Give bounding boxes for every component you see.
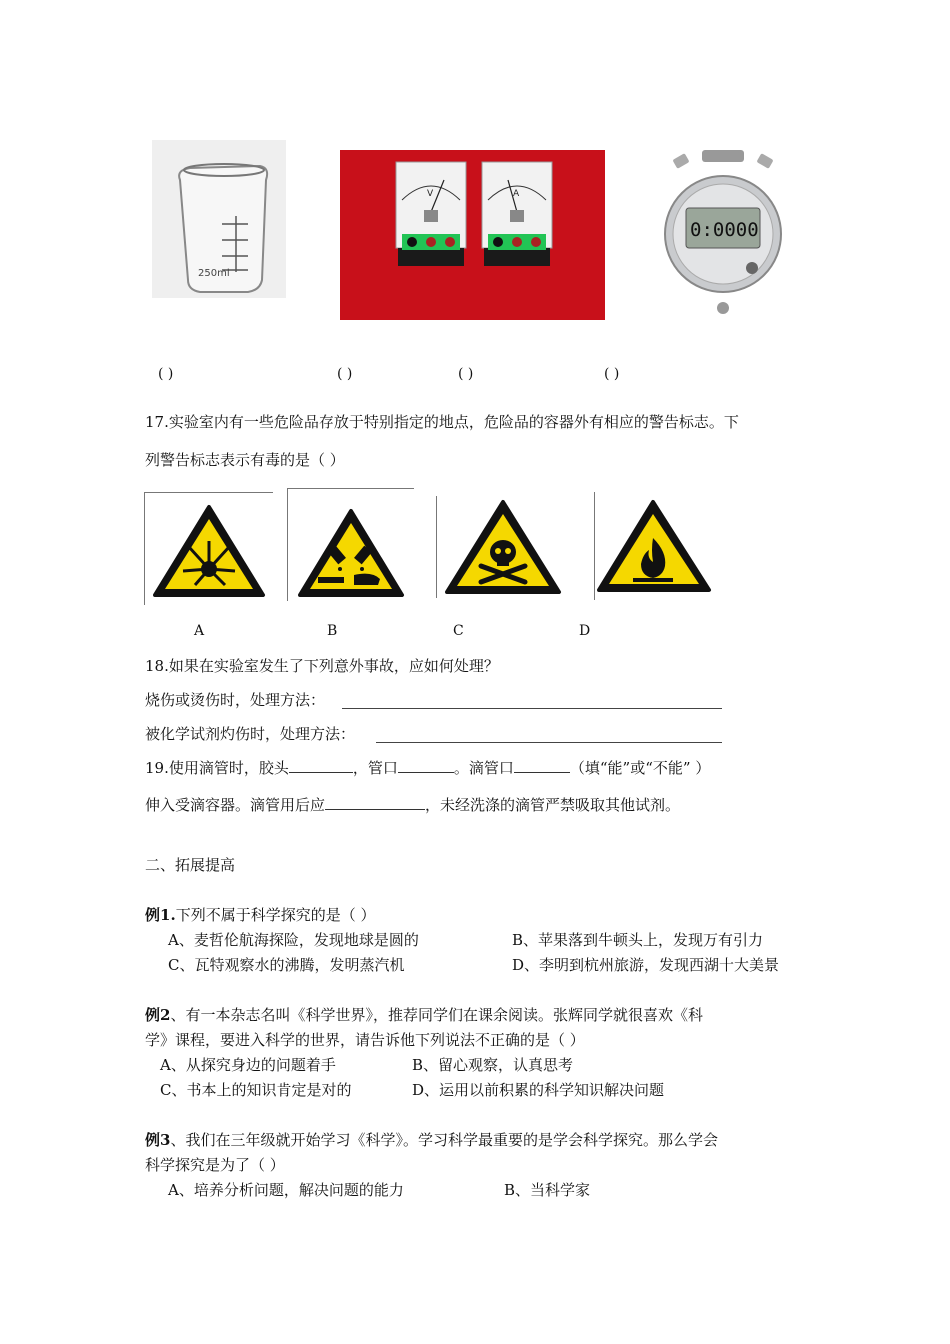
corrosive-icon [288, 489, 414, 601]
explosive-icon [145, 493, 273, 605]
ex2-num: 2 [160, 1006, 171, 1024]
sign-flammable [594, 492, 717, 600]
ex1-question: 下列不属于科学探究的是（ ） [175, 906, 376, 924]
q17-line2: 列警告标志表示有毒的是（ ） [145, 451, 345, 469]
ex1-stem [145, 905, 375, 925]
ex3-head: 例 [145, 1131, 161, 1149]
stopwatch-display: 0:0000 [690, 219, 759, 241]
ex2-option-b: B、留心观察，认真思考 [412, 1056, 574, 1074]
ex2-option-c: C、书本上的知识肯定是对的 [160, 1081, 352, 1099]
q19-part3: 。滴管口 [453, 759, 514, 777]
ex2-text1: 、有一本杂志名叫《科学世界》，推荐同学们在课余阅读。张辉同学就很喜欢《科 [170, 1006, 703, 1024]
q19-line2b: ，未经洗涤的滴管严禁吸取其他试剂。 [425, 796, 681, 814]
sign-toxic [436, 496, 569, 598]
ammeter-label: A [513, 189, 520, 199]
q19-part1: 19.使用滴管时，胶头 [145, 759, 289, 777]
skull-crossbones-icon [437, 496, 569, 598]
ex1-num: 1. [160, 906, 176, 924]
ex2-option-a: A、从探究身边的问题着手 [160, 1056, 336, 1074]
ex3-line1 [145, 1130, 718, 1150]
ex3-line2: 科学探究是为了（ ） [145, 1156, 285, 1174]
sign-label-b: B [327, 623, 338, 639]
blank-paren-3[interactable]: ( ) [458, 366, 474, 382]
ex1-option-b: B、苹果落到牛顿头上，发现万有引力 [512, 931, 764, 949]
q18-chem-blank[interactable] [376, 742, 722, 743]
sign-explosive [144, 492, 273, 605]
q19-line2a: 伸入受滴容器。滴管用后应 [145, 796, 326, 814]
beaker-volume-label: 250ml [198, 268, 230, 279]
ex3-text1: 、我们在三年级就开始学习《科学》。学习科学最重要的是学会科学探究。那么学会 [170, 1131, 718, 1149]
q19-blank-1[interactable] [289, 758, 353, 773]
blank-paren-1[interactable]: ( ) [158, 366, 174, 382]
sign-label-c: C [453, 623, 464, 639]
ex3-option-b: B、当科学家 [504, 1181, 591, 1199]
q17-line1: 17.实验室内有一些危险品存放于特别指定的地点，危险品的容器外有相应的警告标志。下 [145, 413, 739, 431]
voltmeter-label: V [427, 189, 434, 199]
beaker-photo [152, 140, 286, 298]
meters-photo [340, 150, 605, 320]
q19-line2 [145, 795, 680, 815]
q19-blank-3[interactable] [514, 758, 570, 773]
section-heading: 二、拓展提高 [145, 856, 236, 874]
q19-part4: （填“能”或“不能” ） [569, 759, 711, 777]
q19-blank-2[interactable] [398, 758, 454, 773]
ex3-num: 3 [160, 1131, 171, 1149]
q18-title: 18.如果在实验室发生了下列意外事故，应如何处理？ [145, 657, 499, 675]
ex1-head: 例 [145, 906, 161, 924]
sign-corrosive [287, 488, 414, 601]
sign-label-d: D [579, 623, 591, 639]
q18-burn-label: 烧伤或烫伤时，处理方法： [145, 691, 326, 709]
blank-paren-2[interactable]: ( ) [337, 366, 353, 382]
ex3-option-a: A、培养分析问题，解决问题的能力 [168, 1181, 404, 1199]
q19-line1 [145, 758, 710, 778]
ex1-option-d: D、李明到杭州旅游，发现西湖十大美景 [512, 956, 780, 974]
ex1-option-a: A、麦哲伦航海探险，发现地球是圆的 [168, 931, 419, 949]
q19-blank-4[interactable] [325, 795, 425, 810]
ex2-head: 例 [145, 1006, 161, 1024]
blank-paren-4[interactable]: ( ) [604, 366, 620, 382]
ex2-line1 [145, 1005, 703, 1025]
q18-burn-blank[interactable] [342, 708, 722, 709]
ex2-line2: 学》课程，要进入科学的世界，请告诉他下列说法不正确的是（ ） [145, 1031, 585, 1049]
stopwatch-photo [660, 148, 786, 316]
sign-label-a: A [194, 623, 205, 639]
flame-icon [595, 492, 717, 600]
ex1-option-c: C、瓦特观察水的沸腾，发明蒸汽机 [168, 956, 405, 974]
q18-chem-label: 被化学试剂灼伤时，处理方法： [145, 725, 356, 743]
ex2-option-d: D、运用以前积累的科学知识解决问题 [412, 1081, 665, 1099]
q19-part2: ，管口 [352, 759, 398, 777]
